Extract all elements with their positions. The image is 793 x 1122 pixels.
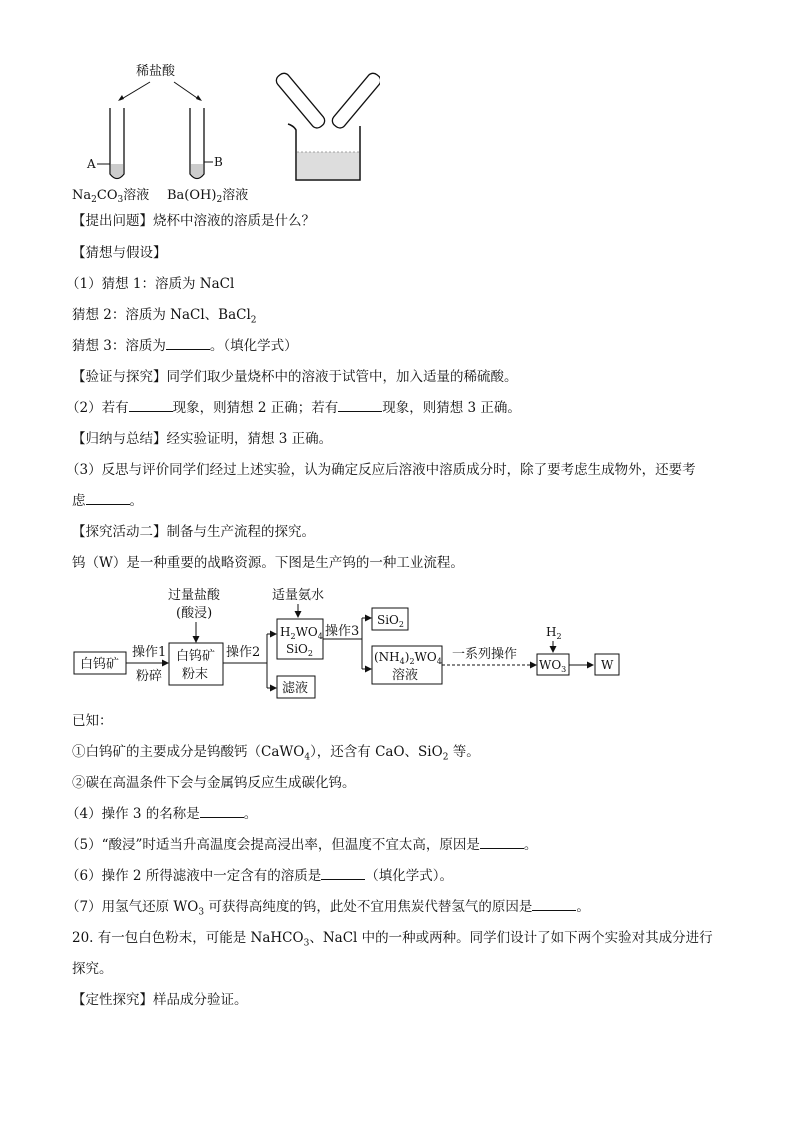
start-label: 白钨矿: [80, 657, 120, 672]
acid-note-label: (酸浸): [176, 606, 213, 621]
text-run: （3）反思与评价同学们经过上述实验，认为确定反应后溶液中溶质成分时，除了要考虑生成物外，还要考: [66, 462, 696, 478]
text-run: （填化学式）。: [365, 868, 454, 884]
ammonium-label-2: 溶液: [392, 668, 419, 683]
powder-label-1: 白钨矿: [176, 649, 216, 664]
text-run: ），还含有 CaO、SiO: [310, 744, 443, 760]
answer-blank[interactable]: [200, 805, 244, 818]
text-run: 20. 有一包白色粉末，可能是 NaHCO: [72, 930, 304, 946]
text-run: 。: [243, 806, 258, 822]
text-run: （4）操作 3 的名称是: [66, 806, 200, 822]
subscript: 2: [442, 752, 449, 763]
question-line-12: [72, 554, 464, 572]
question-line-2: [72, 244, 167, 262]
answer-blank[interactable]: [321, 867, 365, 880]
test-tube-figure: [70, 58, 380, 208]
text-run: 猜想 3：溶质为: [72, 338, 166, 354]
acid-top-label: 过量盐酸: [168, 588, 221, 603]
mixture-label-2: SiO$_2$: [286, 642, 313, 658]
text-run: 等。: [448, 744, 480, 760]
question-line-b-3: [72, 774, 356, 792]
ammonium-label-1: $(NH_4)_2WO_4$: [374, 650, 442, 666]
question-line-b-1: [72, 712, 113, 730]
tube-b-letter: B: [214, 155, 223, 169]
test-tube-b: [190, 108, 213, 179]
op1-label: 操作1: [132, 645, 167, 660]
ammonia-label: 适量氨水: [272, 588, 325, 603]
text-run: 【猜想与假设】: [72, 245, 167, 261]
text-run: 探究。: [72, 961, 113, 977]
text-run: 。: [523, 837, 538, 853]
text-run: 、NaCl 中的一种或两种。同学们设计了如下两个实验对其成分进行: [309, 930, 713, 946]
mixture-label-1: $H_2WO_4$: [280, 625, 323, 641]
tube-b-solution: $Ba(OH)_2$溶液: [167, 188, 249, 205]
question-line-3: [66, 275, 234, 293]
text-run: 已知：: [72, 713, 113, 729]
subscript: 3: [198, 907, 205, 918]
question-line-b-9: [72, 960, 113, 978]
test-tube-a: [97, 108, 124, 179]
text-run: 钨（W）是一种重要的战略资源。下图是生产钨的一种工业流程。: [72, 555, 464, 571]
h2-label: $H_2$: [546, 625, 562, 641]
text-run: 【提出问题】烧杯中溶液的溶质是什么？: [72, 213, 315, 229]
text-run: 猜想 2：溶质为 NaCl、BaCl: [72, 307, 251, 323]
text-run: 【探究活动二】制备与生产流程的探究。: [72, 524, 315, 540]
text-run: （7）用氢气还原 WO: [66, 899, 199, 915]
sio2-label: SiO$_2$: [377, 613, 404, 629]
question-line-b-10: [72, 991, 248, 1009]
beaker: [274, 71, 380, 180]
w-label: W: [601, 658, 614, 672]
answer-blank[interactable]: [532, 898, 576, 911]
tungsten-flow-diagram: [70, 584, 630, 700]
text-run: ②碳在高温条件下会与金属钨反应生成碳化钨。: [72, 775, 356, 791]
text-run: 现象，则猜想 2 正确；若有: [172, 400, 339, 416]
text-run: 【验证与探究】同学们取少量烧杯中的溶液于试管中，加入适量的稀硫酸。: [72, 369, 518, 385]
text-run: 。: [576, 899, 590, 915]
question-line-4: [72, 306, 257, 330]
text-run: （6）操作 2 所得滤液中一定含有的溶质是: [66, 868, 322, 884]
text-run: 现象，则猜想 3 正确。: [382, 400, 521, 416]
op1-sub-label: 粉碎: [136, 669, 163, 684]
answer-blank[interactable]: [129, 399, 173, 412]
answer-blank[interactable]: [480, 836, 524, 849]
question-line-9: [66, 461, 696, 479]
answer-blank[interactable]: [166, 337, 210, 350]
text-run: ①白钨矿的主要成分是钨酸钙（CaWO: [72, 744, 305, 760]
question-line-5: [72, 337, 298, 355]
wo3-label: $WO_3$: [539, 658, 567, 674]
subscript: 3: [303, 938, 310, 949]
question-line-b-8: [72, 929, 713, 953]
text-run: 【定性探究】样品成分验证。: [72, 992, 248, 1008]
question-line-11: [72, 523, 315, 541]
filtrate-label: 滤液: [282, 681, 309, 696]
subscript: 4: [304, 752, 311, 763]
text-run: 【归纳与总结】经实验证明，猜想 3 正确。: [72, 431, 333, 447]
series-label: 一系列操作: [452, 647, 518, 662]
question-line-b-2: [72, 743, 480, 767]
answer-blank[interactable]: [338, 399, 382, 412]
question-line-b-6: [66, 867, 453, 885]
question-line-8: [72, 430, 332, 448]
powder-label-2: 粉末: [182, 667, 209, 682]
question-line-b-5: [66, 836, 537, 854]
question-line-1: [72, 212, 315, 230]
text-run: 可获得高纯度的钨，此处不宜用焦炭代替氢气的原因是: [204, 899, 533, 915]
question-line-6: [72, 368, 518, 386]
question-line-7: [66, 399, 521, 417]
question-line-10: [72, 492, 143, 510]
question-line-b-4: [66, 805, 257, 823]
text-run: （1）猜想 1：溶质为 NaCl: [66, 276, 235, 292]
op2-label: 操作2: [226, 645, 261, 660]
text-run: （5）“酸浸”时适当升高温度会提高浸出率，但温度不宜太高，原因是: [66, 837, 480, 853]
text-run: （2）若有: [66, 400, 129, 416]
answer-blank[interactable]: [86, 492, 130, 505]
tube-a-solution: $Na_2CO_3$溶液: [72, 188, 150, 205]
text-run: 。（填化学式）: [209, 338, 298, 354]
text-run: 。: [129, 493, 143, 509]
question-line-b-7: [66, 898, 590, 922]
text-run: 虑: [72, 493, 86, 509]
tube-a-letter: A: [87, 157, 96, 171]
acid-label: 稀盐酸: [136, 64, 176, 79]
subscript: 2: [250, 315, 257, 326]
op3-label: 操作3: [325, 624, 360, 639]
